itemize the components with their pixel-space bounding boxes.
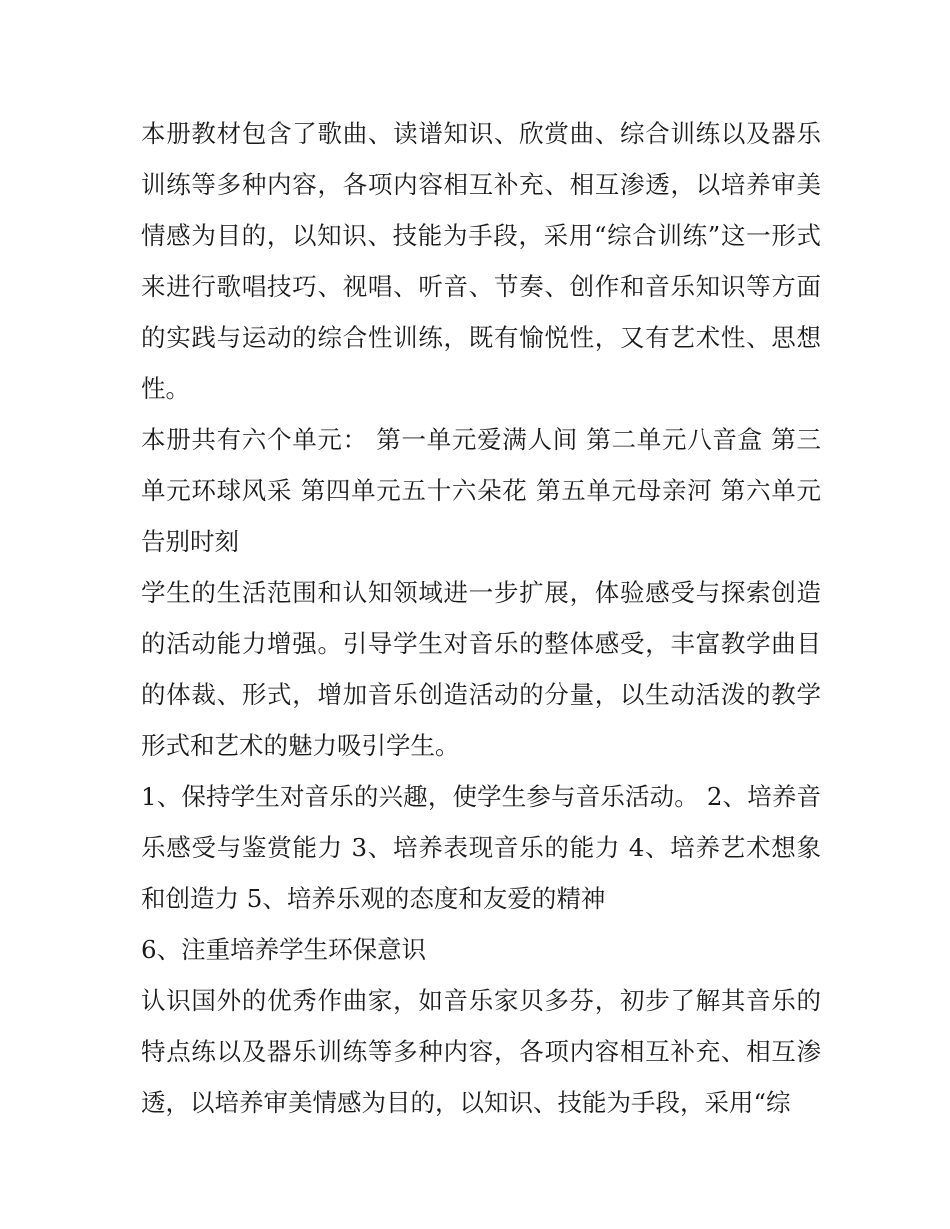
paragraph-teaching-goals: 1、保持学生对音乐的兴趣，使学生参与音乐活动。 2、培养音乐感受与鉴赏能力 3、培养表现音乐的能力 4、培养艺术想象和创造力 5、培养乐观的态度和友爱的精神 [141,782,821,913]
paragraph-textbook-overview: 本册教材包含了歌曲、读谱知识、欣赏曲、综合训练以及器乐训练等多种内容，各项内容相互补充、相互渗透，以培养审美情感为目的，以知识、技能为手段，采用“综合训练”这一形式来进行歌唱技巧、视唱、听音、节奏、创作和音乐知识等方面的实践与运动的综合性训练，既有愉悦性，又有艺术性、思想性。 [141,119,821,403]
paragraph-composers: 认识国外的优秀作曲家，如音乐家贝多芬，初步了解其音乐的特点练以及器乐训练等多种内容，各项内容相互补充、相互渗透，以培养审美情感为目的，以知识、技能为手段，采用“综 [141,986,821,1117]
paragraph-unit-list: 本册共有六个单元： 第一单元爱满人间 第二单元八音盒 第三单元环球风采 第四单元五十六朵花 第五单元母亲河 第六单元告别时刻 [141,425,821,556]
paragraph-student-analysis: 学生的生活范围和认知领域进一步扩展，体验感受与探索创造的活动能力增强。引导学生对音乐的整体感受，丰富教学曲目的体裁、形式，增加音乐创造活动的分量，以生动活泼的教学形式和艺术的魅力吸引学生。 [141,578,821,760]
paragraph-environment-goal: 6、注重培养学生环保意识 [141,935,427,964]
document-body [141,108,821,1128]
